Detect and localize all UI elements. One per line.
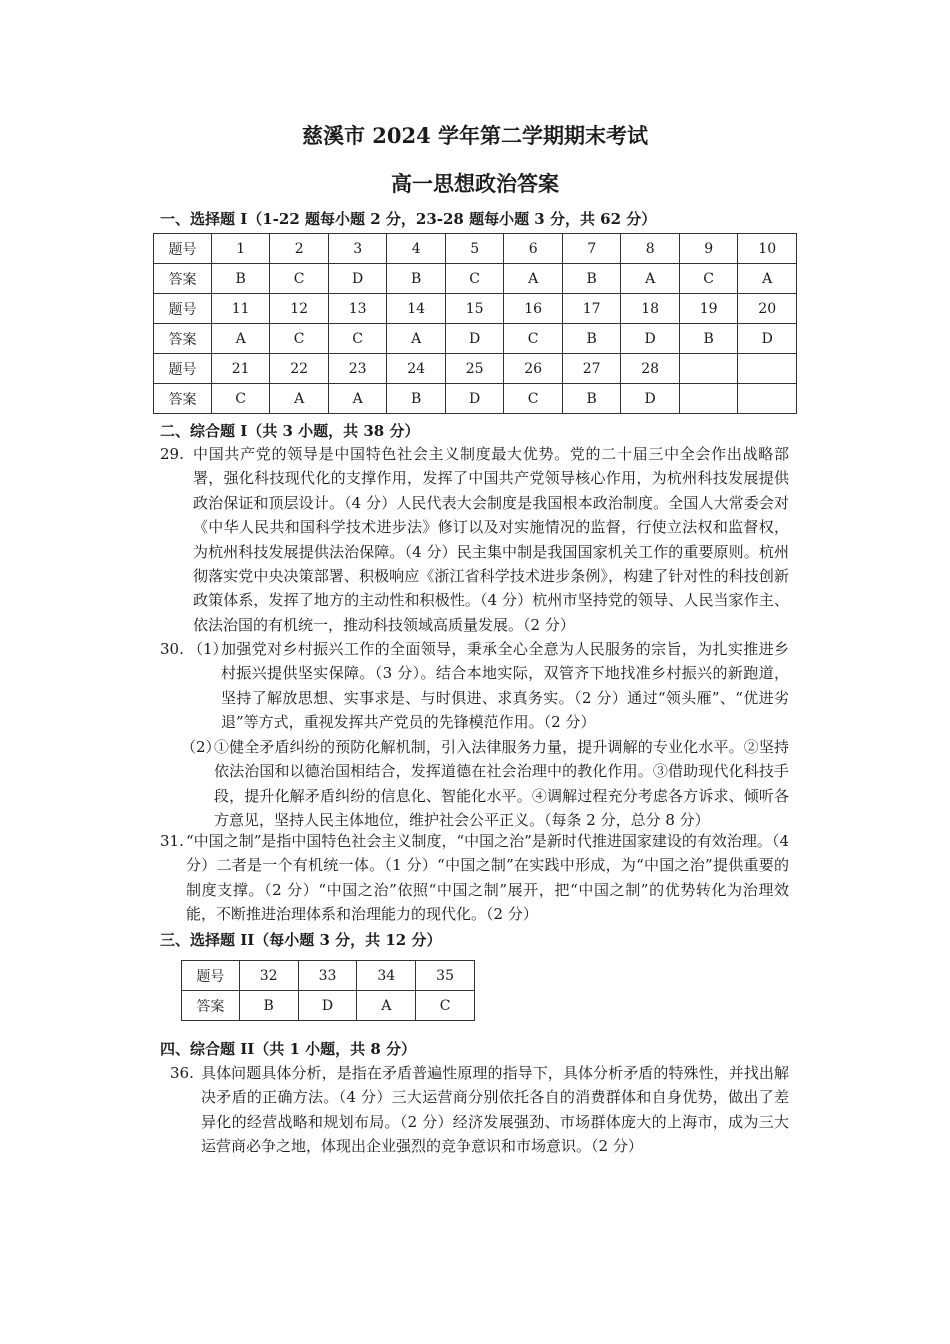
a-label-cell: 答案 xyxy=(154,264,212,294)
table-row xyxy=(154,354,797,384)
a-cell: D xyxy=(621,384,680,414)
a-cell: A xyxy=(387,324,446,354)
exam-subtitle: 高一思想政治答案 xyxy=(391,171,559,196)
table-row xyxy=(154,324,797,354)
a-cell: A xyxy=(504,264,563,294)
section2-heading: 二、综合题 I（共 3 小题，共 38 分） xyxy=(160,422,420,440)
q-cell: 26 xyxy=(504,354,563,384)
q-cell: 23 xyxy=(328,354,387,384)
q-cell: 32 xyxy=(239,961,298,991)
q-cell: 28 xyxy=(621,354,680,384)
a-cell: B xyxy=(562,264,621,294)
q-cell: 9 xyxy=(679,234,738,264)
q-cell: 18 xyxy=(621,294,680,324)
table-row xyxy=(154,234,797,264)
table-row xyxy=(182,991,475,1021)
a-cell: C xyxy=(504,324,563,354)
a-cell: C xyxy=(416,991,475,1021)
q30-number: 30. xyxy=(160,640,184,658)
a-cell: D xyxy=(328,264,387,294)
a-cell: D xyxy=(738,324,797,354)
a-cell: B xyxy=(679,324,738,354)
q31-number: 31. xyxy=(160,832,184,850)
section4-heading: 四、综合题 II（共 1 小题，共 8 分） xyxy=(160,1040,417,1058)
q-cell: 24 xyxy=(387,354,446,384)
q30-part1-answer xyxy=(221,637,789,735)
a-cell: C xyxy=(270,324,329,354)
a-cell: A xyxy=(211,324,270,354)
q-cell xyxy=(679,354,738,384)
q-cell: 14 xyxy=(387,294,446,324)
q36-answer: 具体问题具体分析，是指在矛盾普遍性原理的指导下，具体分析矛盾的特殊性，并找出解决矛盾的正确方法。（4 分）三大运营商分别依托各自的消费群体和自身优势，做出了差异化的经营战略和规划布局。（2 分）经济发展强劲、市场群体庞大的上海市，成为三大运营商必争之地，体现出企业强烈的竞争意识和市场意识。（2 分） xyxy=(201,1064,789,1156)
a-cell: B xyxy=(562,384,621,414)
q30-part2-label: （2） xyxy=(181,738,221,756)
a-cell: C xyxy=(211,384,270,414)
q30-part2-answer: ①健全矛盾纠纷的预防化解机制，引入法律服务力量，提升调解的专业化水平。②坚持依法治国和以德治国相结合，发挥道德在社会治理中的教化作用。③借助现代化科技手段，提升化解矛盾纠纷的信息化、智能化水平。④调解过程充分考虑各方诉求、倾听各方意见，坚持人民主体地位，维护社会公平正义。（每条 2 分，总分 8 分） xyxy=(214,738,789,830)
a-label-cell: 答案 xyxy=(154,324,212,354)
a-cell: A xyxy=(621,264,680,294)
a-cell: C xyxy=(270,264,329,294)
a-cell: B xyxy=(239,991,298,1021)
q36-number: 36. xyxy=(170,1064,194,1082)
a-cell: C xyxy=(328,324,387,354)
a-cell: B xyxy=(211,264,270,294)
section3-heading: 三、选择题 II（每小题 3 分，共 12 分） xyxy=(160,931,442,949)
a-cell: A xyxy=(738,264,797,294)
a-cell: C xyxy=(504,384,563,414)
a-cell: A xyxy=(270,384,329,414)
q-cell: 34 xyxy=(357,961,416,991)
section1-heading: 一、选择题 I（1-22 题每小题 2 分，23-28 题每小题 3 分，共 62 分） xyxy=(160,210,657,228)
q-cell: 35 xyxy=(416,961,475,991)
q-cell: 13 xyxy=(328,294,387,324)
q-cell: 17 xyxy=(562,294,621,324)
a-cell: D xyxy=(298,991,357,1021)
q-cell: 6 xyxy=(504,234,563,264)
q-cell xyxy=(738,354,797,384)
q-cell: 5 xyxy=(445,234,504,264)
a-cell: C xyxy=(445,264,504,294)
q-cell: 10 xyxy=(738,234,797,264)
q-cell: 4 xyxy=(387,234,446,264)
q-cell: 1 xyxy=(211,234,270,264)
a-cell: B xyxy=(387,384,446,414)
q-cell: 7 xyxy=(562,234,621,264)
a-cell: B xyxy=(387,264,446,294)
q-cell: 25 xyxy=(445,354,504,384)
q-cell: 20 xyxy=(738,294,797,324)
q-cell: 16 xyxy=(504,294,563,324)
a-cell: D xyxy=(445,324,504,354)
q-label-cell: 题号 xyxy=(154,294,212,324)
q-cell: 3 xyxy=(328,234,387,264)
q-cell: 27 xyxy=(562,354,621,384)
a-cell: C xyxy=(679,264,738,294)
q29-number: 29. xyxy=(160,445,184,463)
q-cell: 2 xyxy=(270,234,329,264)
q-label-cell: 题号 xyxy=(182,961,240,991)
q-cell: 19 xyxy=(679,294,738,324)
q-cell: 15 xyxy=(445,294,504,324)
a-label-cell: 答案 xyxy=(182,991,240,1021)
table-row xyxy=(182,961,475,991)
table-row xyxy=(154,294,797,324)
exam-title: 慈溪市 2024 学年第二学期期末考试 xyxy=(301,123,649,148)
q30-part1-label: （1） xyxy=(188,640,228,658)
table-row xyxy=(154,264,797,294)
q-cell: 11 xyxy=(211,294,270,324)
q-label-cell: 题号 xyxy=(154,234,212,264)
q-cell: 22 xyxy=(270,354,329,384)
q-cell: 21 xyxy=(211,354,270,384)
a-cell: B xyxy=(562,324,621,354)
q-cell: 12 xyxy=(270,294,329,324)
table-row xyxy=(154,384,797,414)
a-cell: D xyxy=(445,384,504,414)
q30-part1-text: 加强党对乡村振兴工作的全面领导，秉承全心全意为人民服务的宗旨，为扎实推进乡村振兴提供坚实保障。（3 分）。结合本地实际，双管齐下地找准乡村振兴的新跑道，坚持了解放思想、实事求是、与时俱进、求真务实。（2 分）通过“领头雁”、“优进劣退”等方式，重视发挥共产党员的先锋模范作用。（2 分） xyxy=(221,640,789,732)
q31-answer: “中国之制”是指中国特色社会主义制度，“中国之治”是新时代推进国家建设的有效治理。（4 分）二者是一个有机统一体。（1 分）“中国之制”在实践中形成，为“中国之治”提供重要的制度支撑。（2 分）“中国之治”依照“中国之制”展开，把“中国之制”的优势转化为治理效能，不断推进治理体系和治理能力的现代化。（2 分） xyxy=(186,832,789,924)
a-cell: A xyxy=(357,991,416,1021)
q-cell: 33 xyxy=(298,961,357,991)
q-label-cell: 题号 xyxy=(154,354,212,384)
a-label-cell: 答案 xyxy=(154,384,212,414)
q-cell: 8 xyxy=(621,234,680,264)
a-cell: D xyxy=(621,324,680,354)
q29-answer: 中国共产党的领导是中国特色社会主义制度最大优势。党的二十届三中全会作出战略部署，强化科技现代化的支撑作用，发挥了中国共产党领导核心作用，为杭州科技发展提供政治保证和顶层设计。（4 分）人民代表大会制度是我国根本政治制度。全国人大常委会对《中华人民共和国科学技术进步法》修订以及对实施情况的监督，行使立法权和监督权，为杭州科技发展提供法治保障。（4 分）民主集中制是我国国家机关工作的重要原则。杭州彻落实党中央决策部署、积极响应《浙江省科学技术进步条例》，构建了针对性的科技创新政策体系，发挥了地方的主动性和积极性。（4 分）杭州市坚持党的领导、人民当家作主、依法治国的有机统一，推动科技领域高质量发展。（2 分） xyxy=(193,445,789,634)
a-cell xyxy=(738,384,797,414)
a-cell xyxy=(679,384,738,414)
section3-answer-table xyxy=(181,960,475,1021)
section1-answer-table xyxy=(153,233,797,414)
a-cell: A xyxy=(328,384,387,414)
